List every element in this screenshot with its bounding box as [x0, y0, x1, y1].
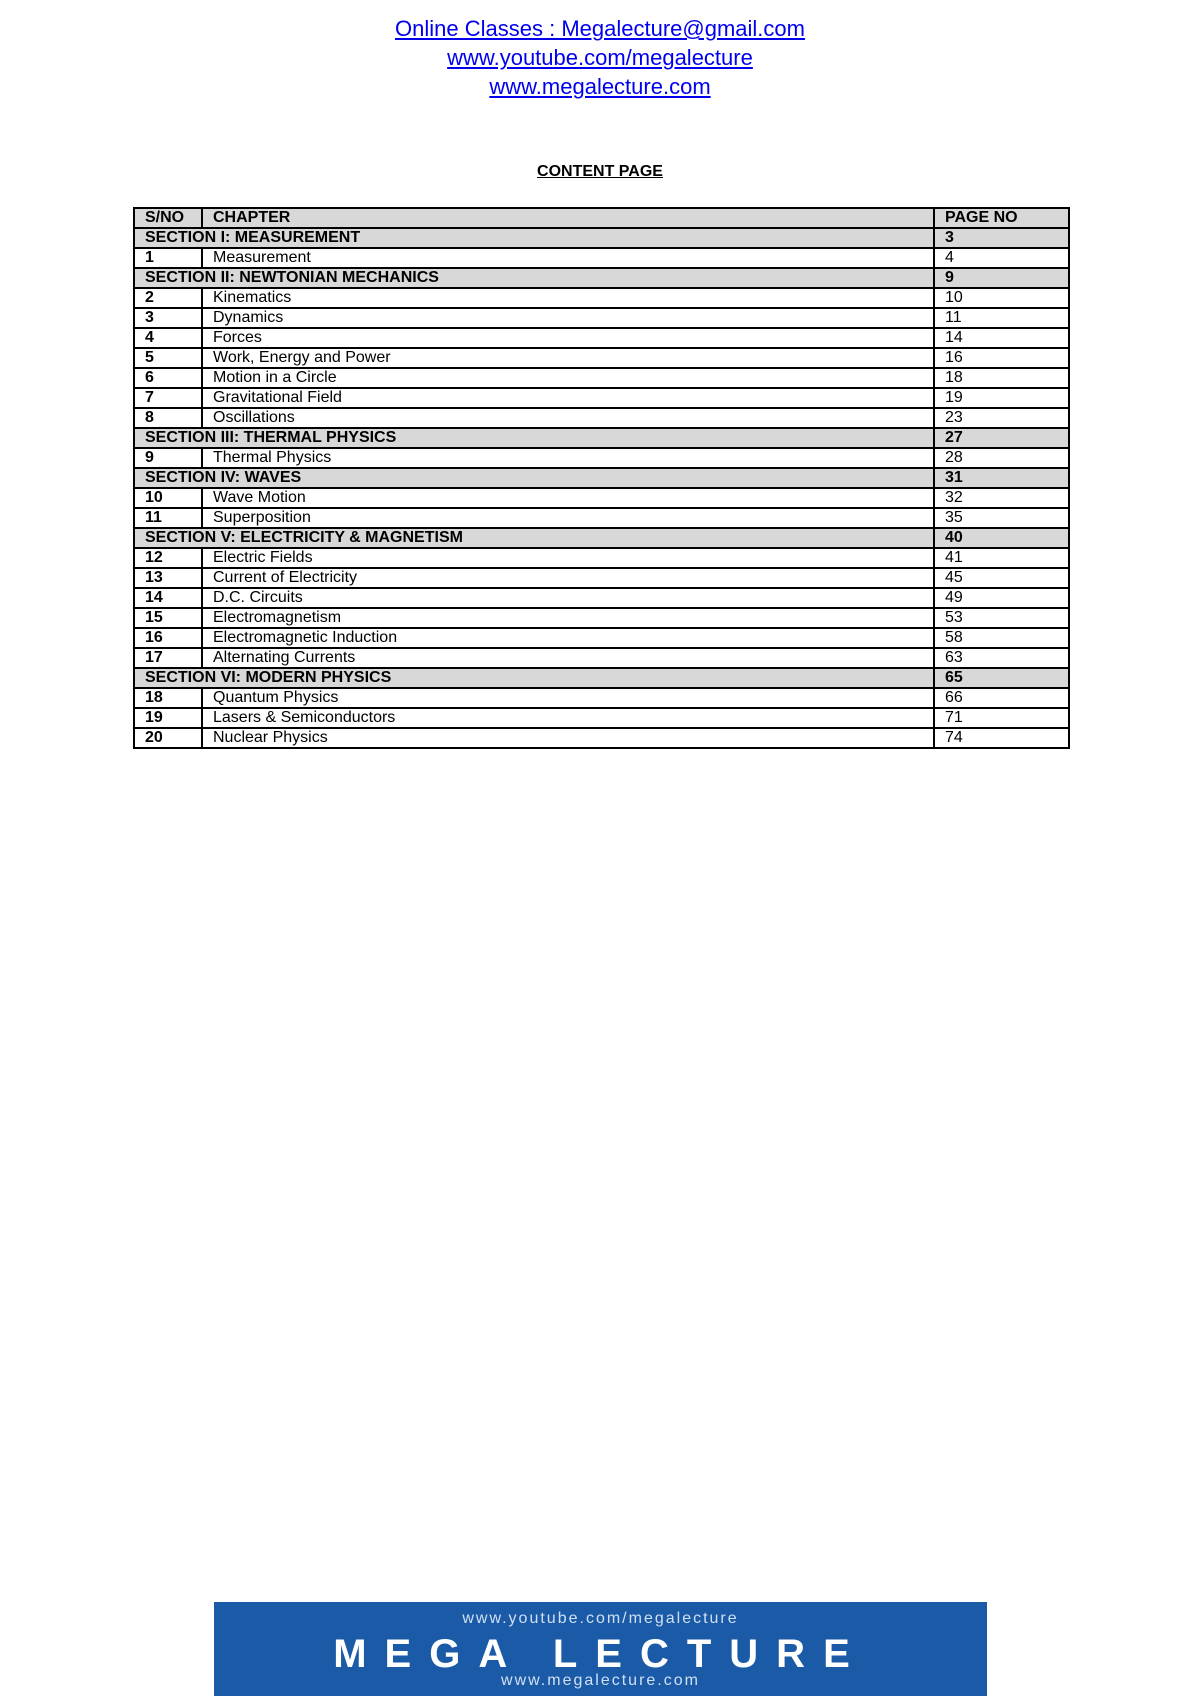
chapter-title: Current of Electricity — [202, 568, 934, 588]
chapter-title: Forces — [202, 328, 934, 348]
table-row — [134, 488, 1069, 508]
chapter-number: 3 — [134, 308, 202, 328]
section-label: SECTION III: THERMAL PHYSICS — [134, 428, 934, 448]
chapter-page: 66 — [934, 688, 1069, 708]
banner-website-text: www.megalecture.com — [501, 1672, 700, 1689]
chapter-page: 28 — [934, 448, 1069, 468]
table-row — [134, 288, 1069, 308]
chapter-page: 16 — [934, 348, 1069, 368]
section-label: SECTION I: MEASUREMENT — [134, 228, 934, 248]
table-row — [134, 548, 1069, 568]
section-page: 40 — [934, 528, 1069, 548]
youtube-link[interactable]: www.youtube.com/megalecture — [447, 45, 753, 70]
section-label: SECTION VI: MODERN PHYSICS — [134, 668, 934, 688]
section-page: 65 — [934, 668, 1069, 688]
table-row — [134, 608, 1069, 628]
chapter-number: 17 — [134, 648, 202, 668]
section-row — [134, 528, 1069, 548]
table-row — [134, 328, 1069, 348]
chapter-title: Electric Fields — [202, 548, 934, 568]
chapter-number: 9 — [134, 448, 202, 468]
chapter-number: 11 — [134, 508, 202, 528]
chapter-page: 4 — [934, 248, 1069, 268]
section-page: 27 — [934, 428, 1069, 448]
chapter-title: Quantum Physics — [202, 688, 934, 708]
chapter-number: 1 — [134, 248, 202, 268]
chapter-page: 11 — [934, 308, 1069, 328]
chapter-title: Work, Energy and Power — [202, 348, 934, 368]
section-row — [134, 468, 1069, 488]
chapter-number: 2 — [134, 288, 202, 308]
section-page: 31 — [934, 468, 1069, 488]
chapter-page: 19 — [934, 388, 1069, 408]
contents-table — [133, 207, 1070, 749]
chapter-number: 5 — [134, 348, 202, 368]
section-row — [134, 268, 1069, 288]
chapter-title: Electromagnetism — [202, 608, 934, 628]
header-links — [0, 14, 1200, 101]
table-header-row — [134, 208, 1069, 228]
section-label: SECTION II: NEWTONIAN MECHANICS — [134, 268, 934, 288]
table-row — [134, 408, 1069, 428]
header-chapter: CHAPTER — [202, 208, 934, 228]
chapter-page: 10 — [934, 288, 1069, 308]
table-row — [134, 308, 1069, 328]
banner-youtube-text: www.youtube.com/megalecture — [462, 1610, 739, 1627]
chapter-number: 20 — [134, 728, 202, 748]
chapter-number: 6 — [134, 368, 202, 388]
chapter-number: 4 — [134, 328, 202, 348]
chapter-page: 23 — [934, 408, 1069, 428]
section-row — [134, 428, 1069, 448]
banner-logo: MEGA LECTURE — [333, 1632, 868, 1676]
chapter-page: 14 — [934, 328, 1069, 348]
table-row — [134, 628, 1069, 648]
chapter-title: Measurement — [202, 248, 934, 268]
chapter-page: 32 — [934, 488, 1069, 508]
website-link[interactable]: www.megalecture.com — [489, 74, 711, 99]
section-label: SECTION IV: WAVES — [134, 468, 934, 488]
chapter-number: 14 — [134, 588, 202, 608]
chapter-title: Kinematics — [202, 288, 934, 308]
chapter-page: 41 — [934, 548, 1069, 568]
chapter-page: 53 — [934, 608, 1069, 628]
mega-lecture-banner — [214, 1602, 987, 1696]
chapter-number: 8 — [134, 408, 202, 428]
chapter-page: 18 — [934, 368, 1069, 388]
table-row — [134, 588, 1069, 608]
chapter-number: 7 — [134, 388, 202, 408]
chapter-number: 16 — [134, 628, 202, 648]
chapter-title: Thermal Physics — [202, 448, 934, 468]
table-row — [134, 248, 1069, 268]
chapter-title: Dynamics — [202, 308, 934, 328]
section-row — [134, 668, 1069, 688]
chapter-title: Lasers & Semiconductors — [202, 708, 934, 728]
header-page: PAGE NO — [934, 208, 1069, 228]
chapter-page: 49 — [934, 588, 1069, 608]
table-row — [134, 388, 1069, 408]
chapter-title: Oscillations — [202, 408, 934, 428]
section-page: 9 — [934, 268, 1069, 288]
section-row — [134, 228, 1069, 248]
chapter-page: 74 — [934, 728, 1069, 748]
chapter-page: 45 — [934, 568, 1069, 588]
chapter-title: D.C. Circuits — [202, 588, 934, 608]
chapter-number: 12 — [134, 548, 202, 568]
chapter-number: 10 — [134, 488, 202, 508]
chapter-number: 15 — [134, 608, 202, 628]
table-row — [134, 348, 1069, 368]
chapter-title: Superposition — [202, 508, 934, 528]
chapter-title: Motion in a Circle — [202, 368, 934, 388]
table-row — [134, 508, 1069, 528]
chapter-number: 13 — [134, 568, 202, 588]
table-row — [134, 708, 1069, 728]
chapter-title: Gravitational Field — [202, 388, 934, 408]
header-sno: S/NO — [134, 208, 202, 228]
chapter-title: Nuclear Physics — [202, 728, 934, 748]
chapter-page: 71 — [934, 708, 1069, 728]
chapter-page: 58 — [934, 628, 1069, 648]
chapter-number: 18 — [134, 688, 202, 708]
chapter-number: 19 — [134, 708, 202, 728]
table-row — [134, 448, 1069, 468]
table-row — [134, 368, 1069, 388]
table-row — [134, 568, 1069, 588]
chapter-title: Electromagnetic Induction — [202, 628, 934, 648]
chapter-title: Alternating Currents — [202, 648, 934, 668]
chapter-page: 63 — [934, 648, 1069, 668]
email-link[interactable]: Online Classes : Megalecture@gmail.com — [395, 16, 805, 41]
chapter-page: 35 — [934, 508, 1069, 528]
page-title: CONTENT PAGE — [537, 163, 663, 180]
section-page: 3 — [934, 228, 1069, 248]
section-label: SECTION V: ELECTRICITY & MAGNETISM — [134, 528, 934, 548]
table-row — [134, 688, 1069, 708]
table-row — [134, 648, 1069, 668]
table-row — [134, 728, 1069, 748]
chapter-title: Wave Motion — [202, 488, 934, 508]
